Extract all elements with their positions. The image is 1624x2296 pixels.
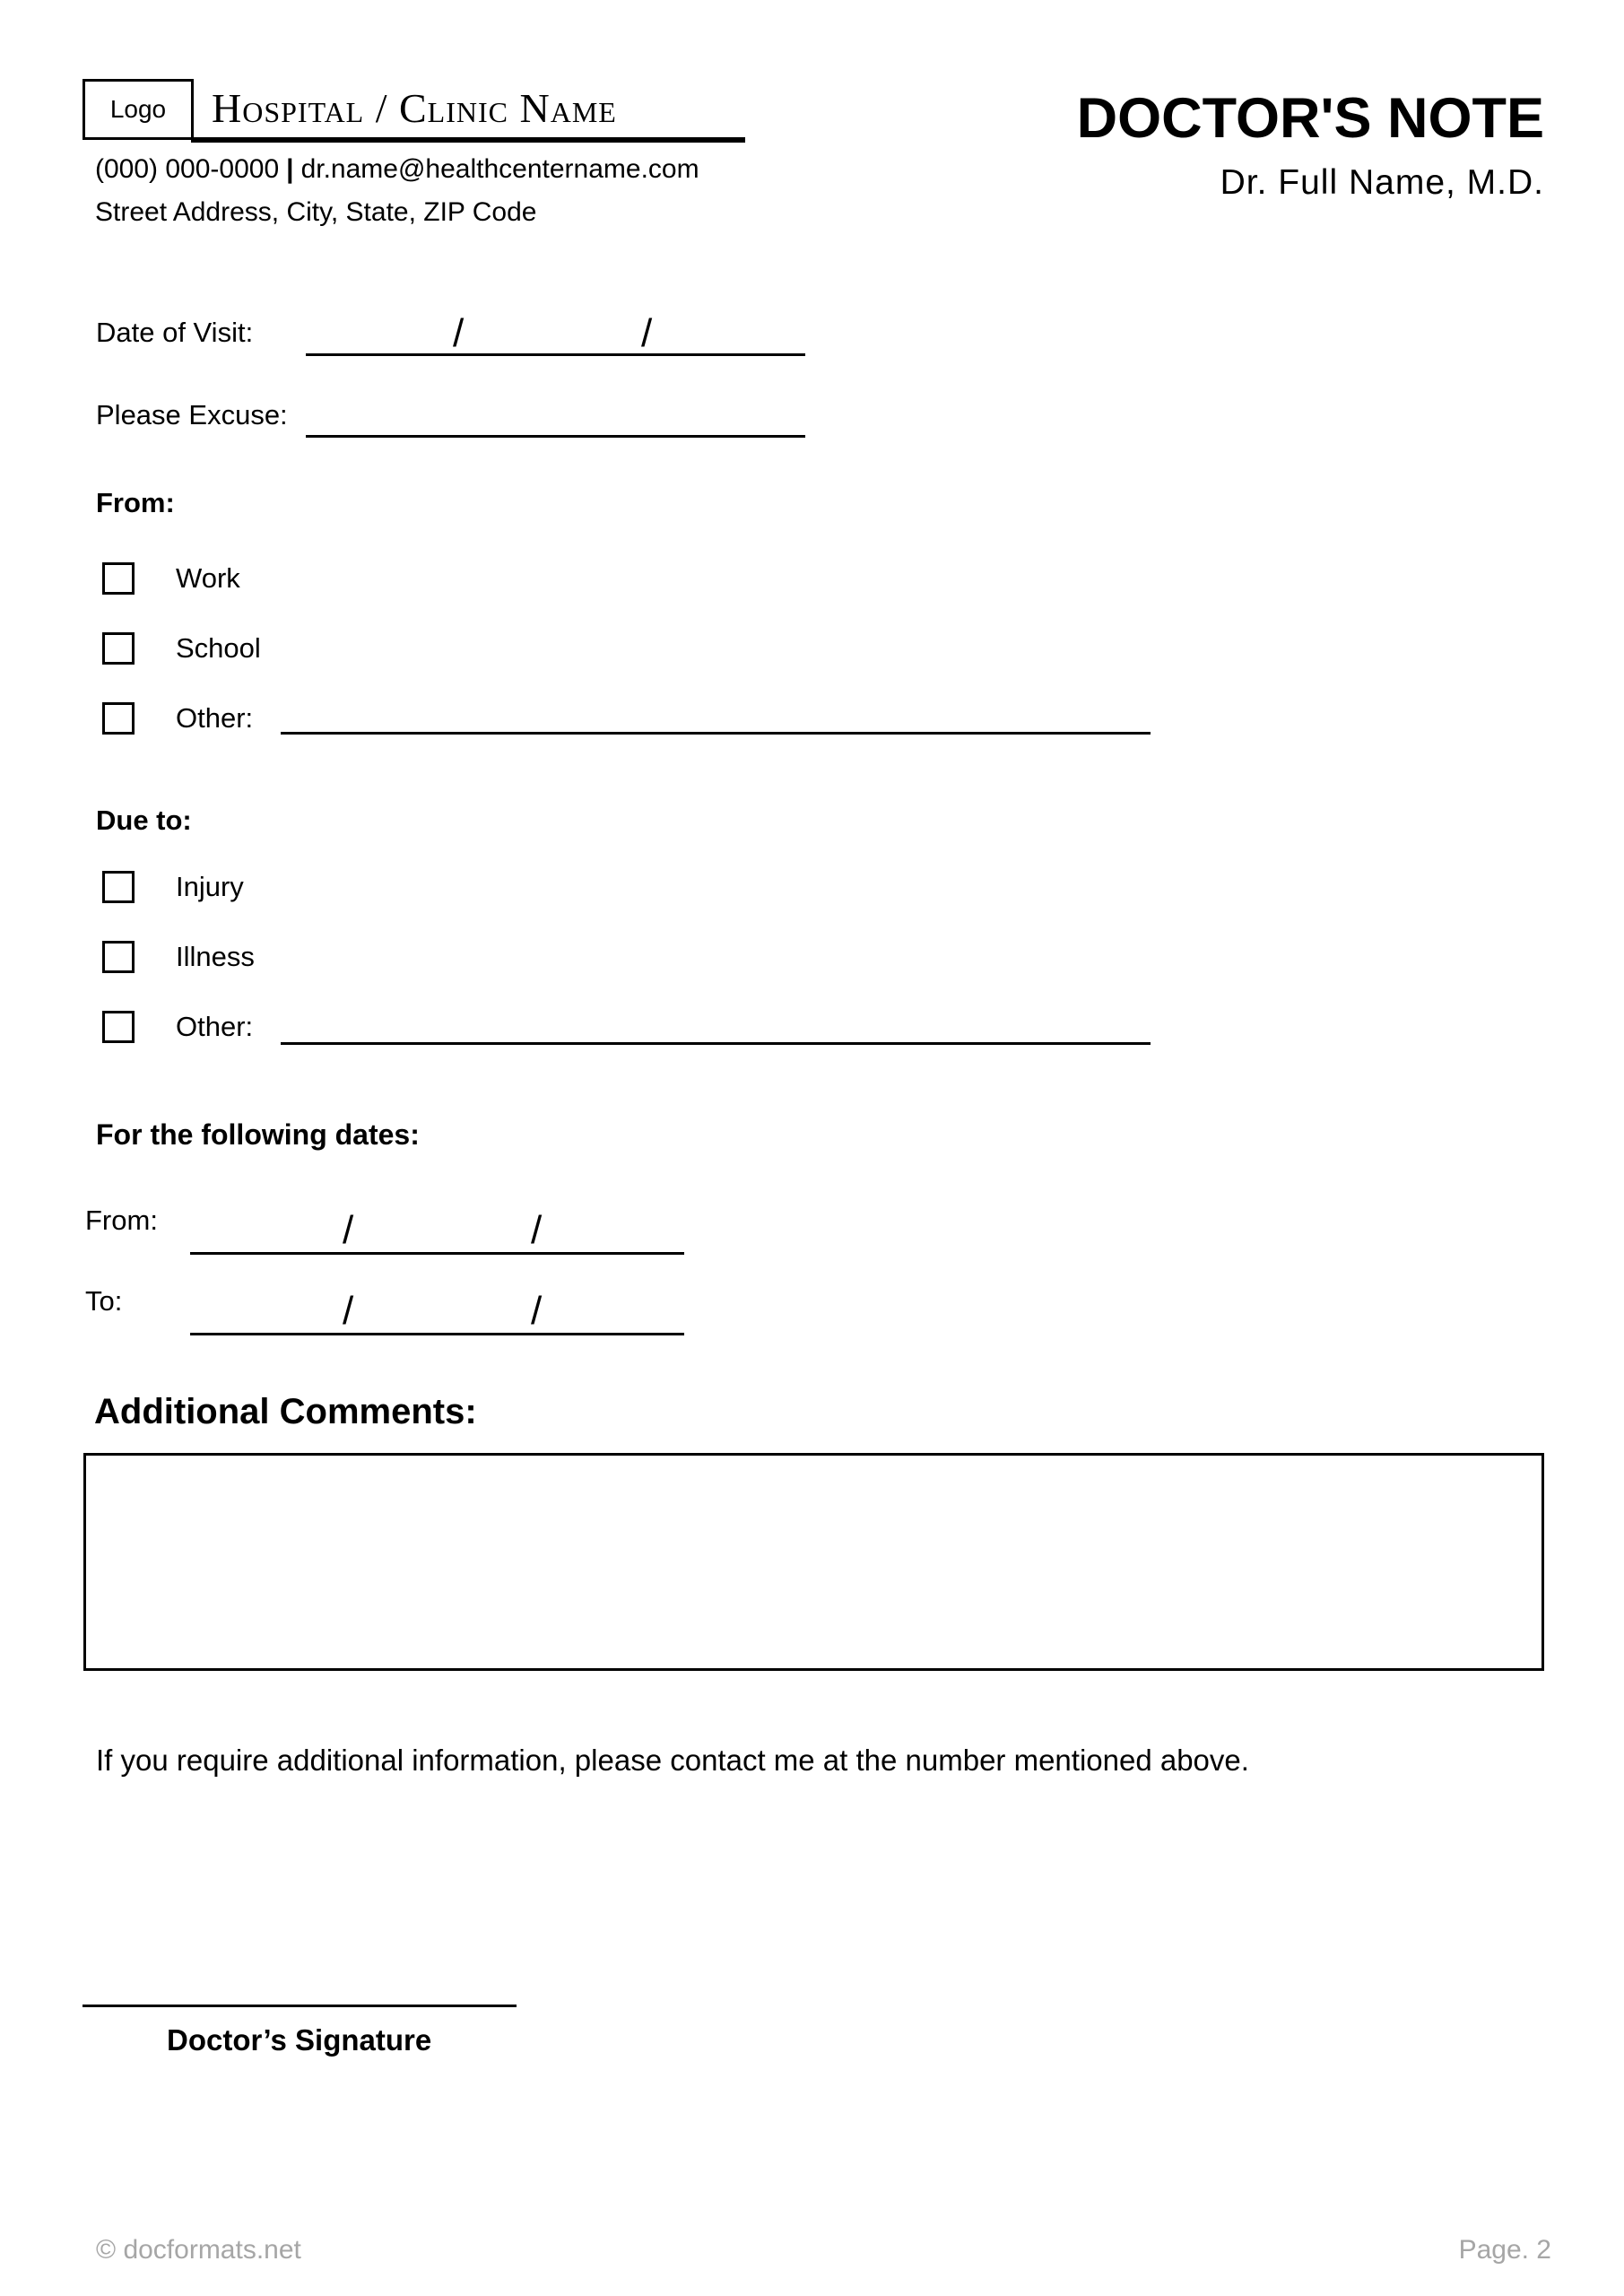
date-separator-slash: / [531, 1208, 543, 1252]
checkbox-due-other[interactable] [102, 1011, 135, 1043]
comments-heading: Additional Comments: [94, 1392, 477, 1431]
dates-to-label: To: [85, 1285, 123, 1317]
logo-label: Logo [109, 95, 167, 123]
footer-page-number: Page. 2 [1458, 2235, 1551, 2265]
date-separator-slash: / [343, 1208, 354, 1252]
from-option-work [102, 561, 240, 596]
dates-from-label: From: [85, 1205, 158, 1236]
doctor-name: Dr. Full Name, M.D. [1220, 163, 1544, 202]
contact-separator: | [286, 154, 294, 184]
signature-label: Doctor’s Signature [167, 2023, 432, 2057]
dates-heading: For the following dates: [96, 1118, 420, 1151]
due-option-illness [102, 940, 255, 974]
address-line: Street Address, City, State, ZIP Code [95, 197, 537, 227]
additional-info-note: If you require additional information, please contact me at the number mentioned above. [96, 1744, 1249, 1777]
checkbox-illness[interactable] [102, 941, 135, 973]
phone-number: (000) 000-0000 [95, 154, 280, 184]
checkbox-work[interactable] [102, 562, 135, 595]
date-separator-slash: / [343, 1289, 354, 1333]
date-of-visit-label: Date of Visit: [96, 317, 254, 348]
comments-box[interactable] [83, 1453, 1544, 1671]
due-other-input-line[interactable] [281, 1042, 1151, 1045]
please-excuse-input-line[interactable] [306, 435, 805, 438]
from-other-label: Other: [176, 702, 254, 735]
dates-to-input-line[interactable] [190, 1333, 684, 1335]
logo-box [83, 79, 194, 140]
contact-line [95, 154, 699, 185]
due-option-other [102, 1010, 253, 1044]
dates-from-input-line[interactable] [190, 1252, 684, 1255]
due-to-heading: Due to: [96, 804, 192, 836]
signature-line[interactable] [83, 2005, 517, 2007]
email-address: dr.name@healthcentername.com [300, 154, 699, 184]
from-heading: From: [96, 487, 175, 518]
due-other-label: Other: [176, 1011, 254, 1043]
work-label: Work [176, 562, 240, 595]
date-separator-slash: / [453, 311, 465, 355]
date-separator-slash: / [641, 311, 653, 355]
header-divider [191, 137, 745, 143]
injury-label: Injury [176, 871, 244, 903]
date-of-visit-input-line[interactable] [306, 353, 805, 356]
clinic-name: Hospital / Clinic Name [212, 85, 617, 131]
footer-copyright: © docformats.net [96, 2235, 301, 2265]
illness-label: Illness [176, 941, 255, 973]
from-other-input-line[interactable] [281, 732, 1151, 735]
checkbox-from-other[interactable] [102, 702, 135, 735]
checkbox-injury[interactable] [102, 871, 135, 903]
from-option-other [102, 701, 253, 735]
page-title: DOCTOR'S NOTE [1076, 87, 1544, 150]
from-option-school [102, 631, 261, 665]
checkbox-school[interactable] [102, 632, 135, 665]
due-option-injury [102, 870, 244, 904]
date-separator-slash: / [531, 1289, 543, 1333]
school-label: School [176, 632, 261, 665]
please-excuse-label: Please Excuse: [96, 399, 288, 430]
